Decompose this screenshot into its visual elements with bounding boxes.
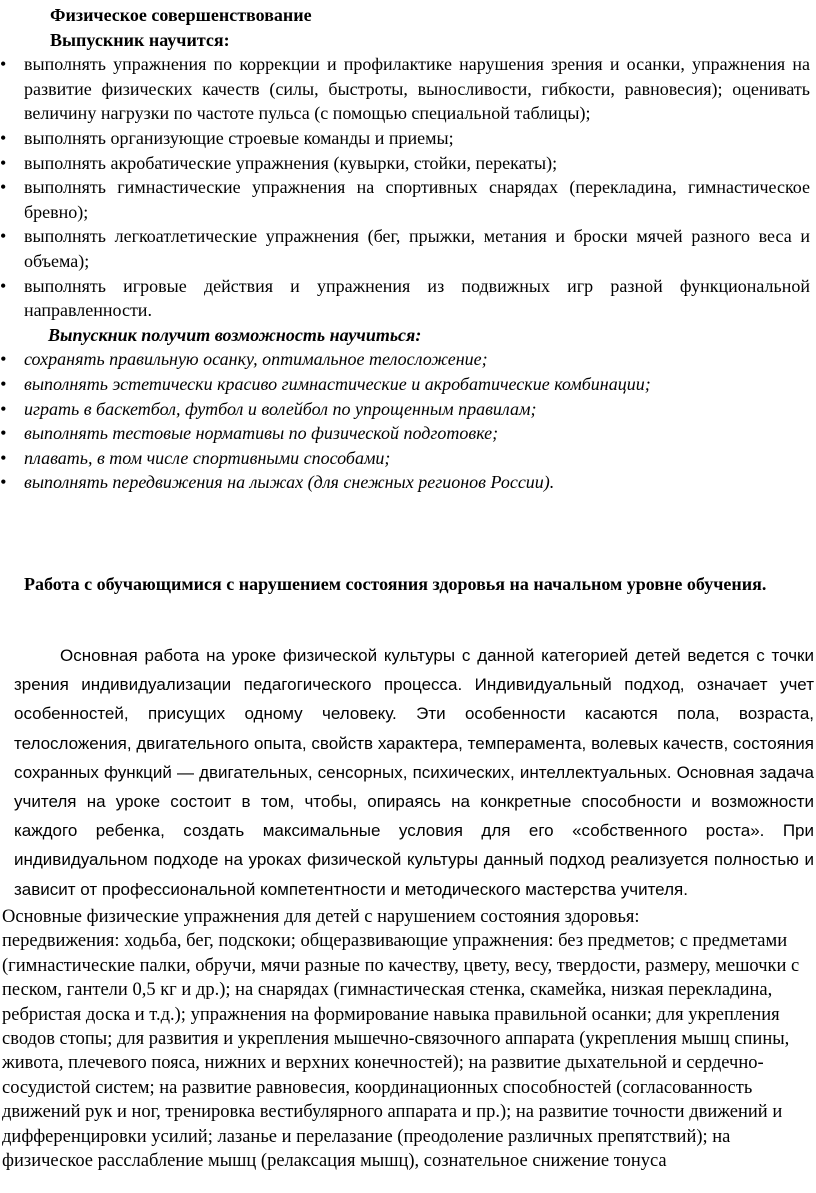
list-item: • выполнять легкоатлетические упражнения (бег, прыжки, метания и броски мячей разного веса и объема); <box>0 224 816 273</box>
opportunity-heading: Выпускник получит возможность научиться: <box>48 324 422 345</box>
exercises-text: передвижения: ходьба, бег, подскоки; общеразвивающие упражнения: без предметов; с предметами (гимнастические палки, обручи, мячи разные по качеству, цвету, весу, твердости, размеру, мешочки с песком, гантели 0,5 кг и др.); на снарядах (гимнастическая стенка, скамейка, низкая перекладина, ребристая доска и т.д.); упражнения на формирование навыка правильной осанки; для укрепления сводов стопы; для развития и укрепления мышечно-связочного аппарата (укрепления мышц спины, живота, плечевого пояса, нижних и верхних конечностей); на развитие дыхательной и сердечно- сосудистой систем; на развитие равновесия, координационных способностей (согласованность движений рук и ног, тренировка вестибулярного аппарата и пр.); на развитие точности движений и дифференцировки усилий; лазанье и перелазание (преодоление различных препятствий); на физическое расслабление мышц (релаксация мышц), сознательное снижение тонуса <box>2 931 800 1172</box>
health-section-title: Работа с обучающимися с нарушением состояния здоровья на начальном уровне обучения. <box>24 574 767 594</box>
learn-list <box>0 52 816 323</box>
list-item: • выполнять передвижения на лыжах (для снежных регионов России). <box>0 470 816 495</box>
list-item: • выполнять игровые действия и упражнения из подвижных игр разной функциональной направленности. <box>0 274 816 323</box>
list-item: • выполнять упражнения по коррекции и профилактике нарушения зрения и осанки, упражнения на развитие физических качеств (силы, быстроты, выносливости, гибкости, равновесия); оценивать величину нагрузки по частоте пульса (с помощью специальной таблицы); <box>0 52 816 126</box>
learn-heading: Выпускник научится: <box>50 29 230 50</box>
list-item: • сохранять правильную осанку, оптимальное телосложение; <box>0 347 816 372</box>
learning-outcomes-section <box>0 3 816 495</box>
list-item: • выполнять эстетически красиво гимнастические и акробатические комбинации; <box>0 372 816 397</box>
list-item: • плавать, в том числе спортивными способами; <box>0 446 816 471</box>
opportunity-list <box>0 347 816 495</box>
section-title: Физическое совершенствование <box>50 5 312 25</box>
exercises-intro: Основные физические упражнения для детей с нарушением состояния здоровья: <box>2 907 640 927</box>
list-item: • выполнять тестовые нормативы по физической подготовке; <box>0 421 816 446</box>
exercises-section <box>2 905 812 1173</box>
list-item: • выполнять организующие строевые команды и приемы; <box>0 126 816 151</box>
health-section-paragraph: Основная работа на уроке физической культуры с данной категорией детей ведется с точки зрения индивидуализации педагогического процесса. Индивидуальный подход, означает учет особенностей, присущих одному человеку. Эти особенности касаются пола, возраста, телосложения, двигательного опыта, свойств характера, темперамента, волевых качеств, состояния сохранных функций — двигательных, сенсорных, психических, интеллектуальных. Основная задача учителя на уроке состоит в том, чтобы, опираясь на конкретные способности и возможности каждого ребенка, создать максимальные условия для его «собственного роста». При индивидуальном подходе на уроках физической культуры данный подход реализуется полностью и зависит от профессиональной компетентности и методического мастерства учителя. <box>14 646 814 899</box>
list-item: • играть в баскетбол, футбол и волейбол по упрощенным правилам; <box>0 397 816 422</box>
list-item: • выполнять акробатические упражнения (кувырки, стойки, перекаты); <box>0 151 816 176</box>
list-item: • выполнять гимнастические упражнения на спортивных снарядах (перекладина, гимнастическое бревно); <box>0 175 816 224</box>
